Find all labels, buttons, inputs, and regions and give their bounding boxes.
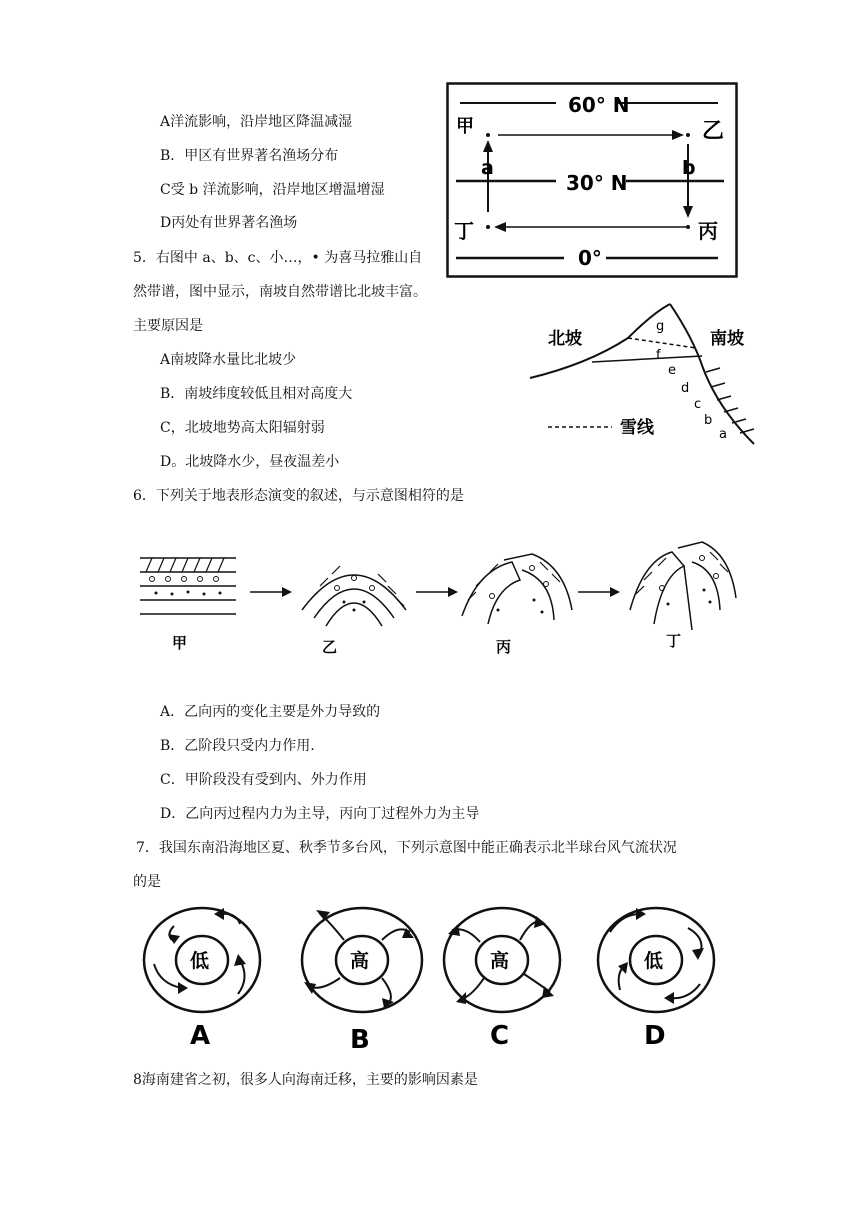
q6-option-b: B．乙阶段只受内力作用. [160,738,315,754]
option-letter-c: C [490,1021,510,1051]
north-slope-label: 北坡 [548,329,582,349]
center-label-c: 高 [490,950,510,972]
q5-option-c: C，北坡地势高太阳辐射弱 [160,420,325,436]
belt-label-f: f [656,348,661,363]
center-label-a: 低 [190,950,210,972]
q4-option-c: C受 b 洋流影响，沿岸地区增温增湿 [160,182,385,198]
latitude-0-label: 0° [578,246,602,270]
belt-label-c: c [694,397,702,412]
typhoon-airflow-diagrams [140,904,726,1056]
label-current-b: b [682,157,696,179]
label-bing: 丙 [698,219,718,243]
q6-option-d: D．乙向丙过程内力为主导，丙向丁过程外力为主导 [160,806,480,822]
label-jia: 甲 [456,116,474,137]
q5-stem-line-2: 然带谱，图中显示，南坡自然带谱比北坡丰富。 [133,284,427,300]
q5-stem-line-3: 主要原因是 [133,318,203,334]
center-label-d: 低 [644,950,664,972]
option-letter-b: B [350,1025,370,1055]
stage-label-ding: 丁 [666,632,682,650]
q4-option-b: B．甲区有世界著名渔场分布 [160,148,339,164]
q4-option-a: A洋流影响，沿岸地区降温减湿 [160,114,353,130]
south-slope-label: 南坡 [710,329,744,349]
stage-label-bing: 丙 [496,638,512,656]
q5-option-b: B．南坡纬度较低且相对高度大 [160,386,353,402]
stage-jia-strata [140,558,236,614]
strata-evolution-diagram [132,540,738,662]
snowline-legend-label: 雪线 [620,418,654,438]
q6-option-a: A．乙向丙的变化主要是外力导致的 [160,704,381,720]
label-ding: 丁 [454,219,474,243]
q5-option-a: A南坡降水量比北坡少 [160,352,297,368]
stage-ding-fold [630,542,736,630]
q5-stem-line-1: 5．右图中 a、b、c、小…，• 为喜马拉雅山自 [133,250,423,266]
label-current-a: a [481,157,494,179]
q7-stem-line-1: 7．我国东南沿海地区夏、秋季节多台风，下列示意图中能正确表示北半球台风气流状况 [136,840,677,856]
option-letter-d: D [644,1021,666,1051]
option-letter-a: A [190,1021,211,1051]
q7-stem-line-2: 的是 [133,874,161,890]
center-label-b: 高 [350,950,370,972]
latitude-30-label: 30° N [566,171,628,195]
ocean-current-diagram [446,82,738,278]
latitude-60-label: 60° N [568,93,630,117]
belt-label-e: e [668,363,676,378]
q6-option-c: C．甲阶段没有受到内、外力作用 [160,772,367,788]
mountain-belt-diagram [528,298,770,450]
stage-label-yi: 乙 [322,638,338,656]
q5-option-d: D。北坡降水少，昼夜温差小 [160,454,340,470]
label-yi: 乙 [702,119,725,144]
stage-yi-fold [302,566,406,626]
stage-bing-fold [462,554,572,624]
belt-label-b: b [704,413,713,428]
stage-label-jia: 甲 [172,634,188,652]
q6-stem: 6．下列关于地表形态演变的叙述，与示意图相符的是 [133,488,464,504]
q4-option-d: D丙处有世界著名渔场 [160,215,298,231]
q8-stem: 8海南建省之初，很多人向海南迁移，主要的影响因素是 [133,1072,478,1088]
belt-label-g: g [656,319,665,334]
belt-label-d: d [681,381,690,396]
belt-label-a: a [719,427,727,442]
